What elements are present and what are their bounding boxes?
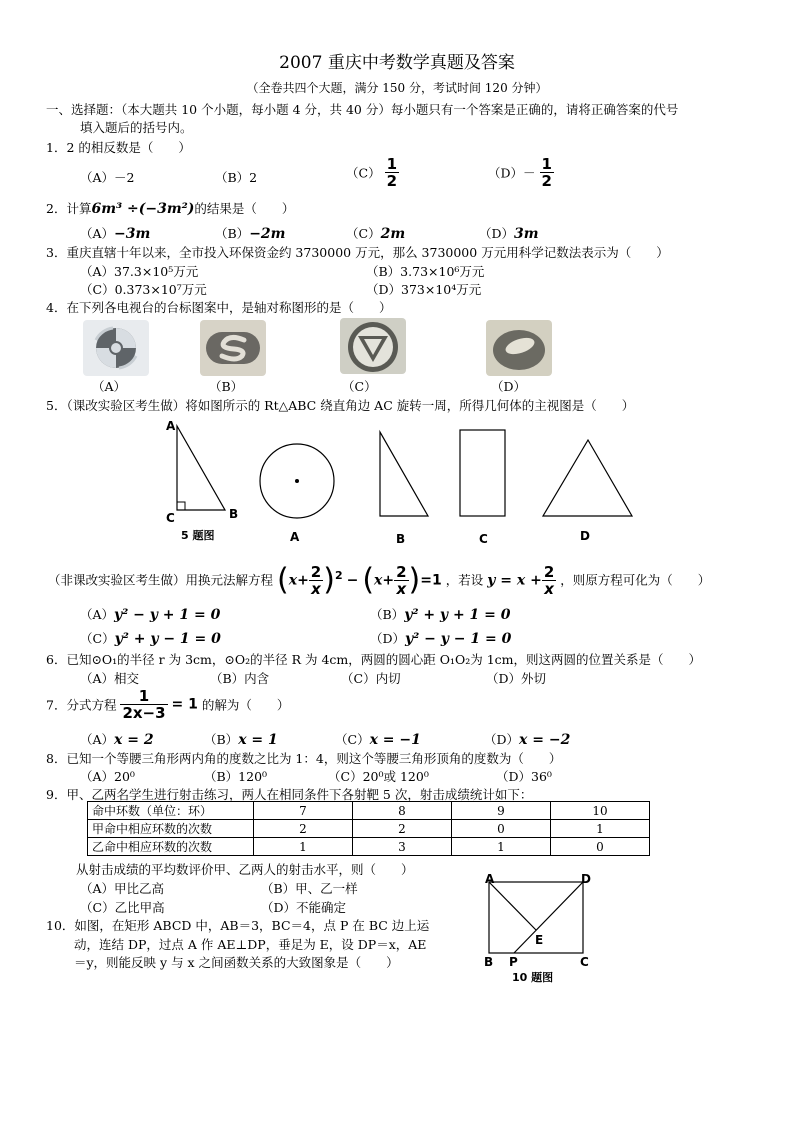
table-row: 甲命中相应环数的次数 2 2 0 1 xyxy=(88,820,650,838)
q3-stem: 3．重庆直辖十年以来，全市投入环保资金约 3730000 万元，那么 3730000 万元用科学记数法表示为（ ） xyxy=(46,245,669,260)
q5-option-label-d: D xyxy=(580,529,590,543)
q10-fig-label-e: E xyxy=(535,933,544,947)
q8-option-d: （D）36⁰ xyxy=(496,769,552,784)
section1-line2: 填入题后的括号内。 xyxy=(80,120,193,135)
q5b-stem: （非课改实验区考生做）用换元法解方程 (x+ $\frac{2}{x}$ )$^2$ − (x+ $\frac{2}{x}$ )=1 ，若设 y = x + $\frac{2}{x}$ ，则原方程可化为（ ） xyxy=(48,562,711,599)
q6-option-a: （A）相交 xyxy=(80,671,140,686)
q3-option-d: （D）373×10⁴万元 xyxy=(366,282,482,297)
q5-figures xyxy=(160,418,650,548)
q5b-option-c: （C）y² + y − 1 = 0 xyxy=(80,631,221,647)
table-row: 命中环数（单位：环） 7 8 9 10 xyxy=(88,802,650,820)
q10-fig-label-b: B xyxy=(484,955,494,969)
q5-option-label-c: C xyxy=(479,532,488,546)
q1-stem: 1．2 的相反数是（ ） xyxy=(46,140,191,155)
q8-option-a: （A）20⁰ xyxy=(80,769,135,784)
q1-option-a: （A）－2 xyxy=(80,170,135,185)
q1-option-d: （D）－ $\frac{1}{2}$ xyxy=(488,155,552,190)
q5-fig-label-a: A xyxy=(166,419,176,433)
q1-option-c: （C） $\frac{1}{2}$ xyxy=(346,155,397,190)
q10-line2: 动，连结 DP，过点 A 作 AE⊥DP，垂足为 E，设 DP＝x，AE xyxy=(74,937,427,952)
q4-option-b: （B） xyxy=(209,379,244,394)
q5-fig-caption: 5 题图 xyxy=(181,529,215,542)
q8-option-c: （C）20⁰或 120⁰ xyxy=(328,769,429,784)
q7-option-d: （D）x = −2 xyxy=(484,732,571,748)
q8-stem: 8．已知一个等腰三角形两内角的度数之比为 1：4，则这个等腰三角形顶角的度数为（ ） xyxy=(46,751,562,766)
q4-option-c: （C） xyxy=(342,379,377,394)
q7-option-a: （A）x = 2 xyxy=(80,732,154,748)
q6-option-b: （B）内含 xyxy=(210,671,270,686)
q3-option-a: （A）37.3×10⁵万元 xyxy=(80,264,199,279)
page-title: 2007 重庆中考数学真题及答案 xyxy=(279,53,515,73)
q7-option-b: （B）x = 1 xyxy=(204,732,278,748)
q5-option-label-b: B xyxy=(396,532,406,546)
q2-option-c: （C）2m xyxy=(346,226,406,242)
q5b-option-b: （B）y² + y + 1 = 0 xyxy=(370,607,511,623)
q7-option-c: （C）x = −1 xyxy=(335,732,421,748)
q7-stem: 7．分式方程 $\frac{1}{2x-3}$ = 1 的解为（ ） xyxy=(46,687,290,722)
q5-option-a-circle xyxy=(260,444,334,518)
q5-option-d-triangle xyxy=(543,440,632,516)
tv-logo-a-image xyxy=(83,320,149,376)
q4-option-a: （A） xyxy=(92,379,127,394)
section1-line1: 一、选择题：（本大题共 10 个小题，每小题 4 分，共 40 分）每小题只有一个答案是正确的，请将正确答案的代号 xyxy=(46,102,679,117)
page-subtitle: （全卷共四个大题，满分 150 分，考试时间 120 分钟） xyxy=(246,81,548,95)
q5-option-b-triangle xyxy=(380,432,428,516)
q10-line1: 10．如图，在矩形 ABCD 中，AB＝3，BC＝4，点 P 在 BC 边上运 xyxy=(46,918,430,933)
q10-fig-caption: 10 题图 xyxy=(512,971,554,984)
tv-logo-b-image xyxy=(200,320,266,376)
q10-fig-label-d: D xyxy=(581,872,591,886)
q2-stem: 2．计算6m³ ÷(−3m²)的结果是（ ） xyxy=(46,201,295,217)
q9-question: 从射击成绩的平均数评价甲、乙两人的射击水平，则（ ） xyxy=(76,862,414,877)
q2-option-b: （B）−2m xyxy=(215,226,286,242)
q5-fig-label-c: C xyxy=(166,511,175,525)
q9-option-c: （C）乙比甲高 xyxy=(80,900,165,915)
q3-option-b: （B）3.73×10⁶万元 xyxy=(366,264,485,279)
q10-fig-label-a: A xyxy=(485,872,495,886)
q6-option-c: （C）内切 xyxy=(341,671,401,686)
tv-logo-c-image xyxy=(340,318,406,374)
q4-stem: 4．在下列各电视台的台标图案中，是轴对称图形的是（ ） xyxy=(46,300,392,315)
q2-option-a: （A）−3m xyxy=(80,226,151,242)
q9-score-table xyxy=(87,801,650,856)
q5b-option-a: （A）y² − y + 1 = 0 xyxy=(80,607,221,623)
q5-option-label-a: A xyxy=(290,530,300,544)
q6-option-d: （D）外切 xyxy=(486,671,547,686)
q5-option-c-rectangle xyxy=(460,430,505,516)
tv-logo-d-image xyxy=(486,320,552,376)
q5-stem: 5．（课改实验区考生做）将如图所示的 Rt△ABC 绕直角边 AC 旋转一周，所得几何体的主视图是（ ） xyxy=(46,398,635,413)
q10-fig-label-c: C xyxy=(580,955,589,969)
table-row: 乙命中相应环数的次数 1 3 1 0 xyxy=(88,838,650,856)
q5-fig-label-b: B xyxy=(229,507,239,521)
q10-line3: ＝y，则能反映 y 与 x 之间函数关系的大致图象是（ ） xyxy=(74,955,399,970)
q9-stem: 9．甲、乙两名学生进行射击练习，两人在相同条件下各射靶 5 次，射击成绩统计如下： xyxy=(46,787,533,802)
q10-fig-label-p: P xyxy=(509,955,518,969)
q9-option-b: （B）甲、乙一样 xyxy=(261,881,358,896)
q4-option-d: （D） xyxy=(491,379,527,394)
q2-option-d: （D）3m xyxy=(479,226,539,242)
q9-option-a: （A）甲比乙高 xyxy=(80,881,165,896)
q9-option-d: （D）不能确定 xyxy=(261,900,347,915)
q6-stem: 6．已知⊙O₁的半径 r 为 3cm，⊙O₂的半径 R 为 4cm，两圆的圆心距 O₁O₂为 1cm，则这两圆的位置关系是（ ） xyxy=(46,652,702,667)
q8-option-b: （B）120⁰ xyxy=(204,769,268,784)
q1-option-b: （B）2 xyxy=(215,170,258,185)
q5b-option-d: （D）y² − y − 1 = 0 xyxy=(370,631,512,647)
q3-option-c: （C）0.373×10⁷万元 xyxy=(80,282,207,297)
q5-right-triangle xyxy=(177,426,225,510)
